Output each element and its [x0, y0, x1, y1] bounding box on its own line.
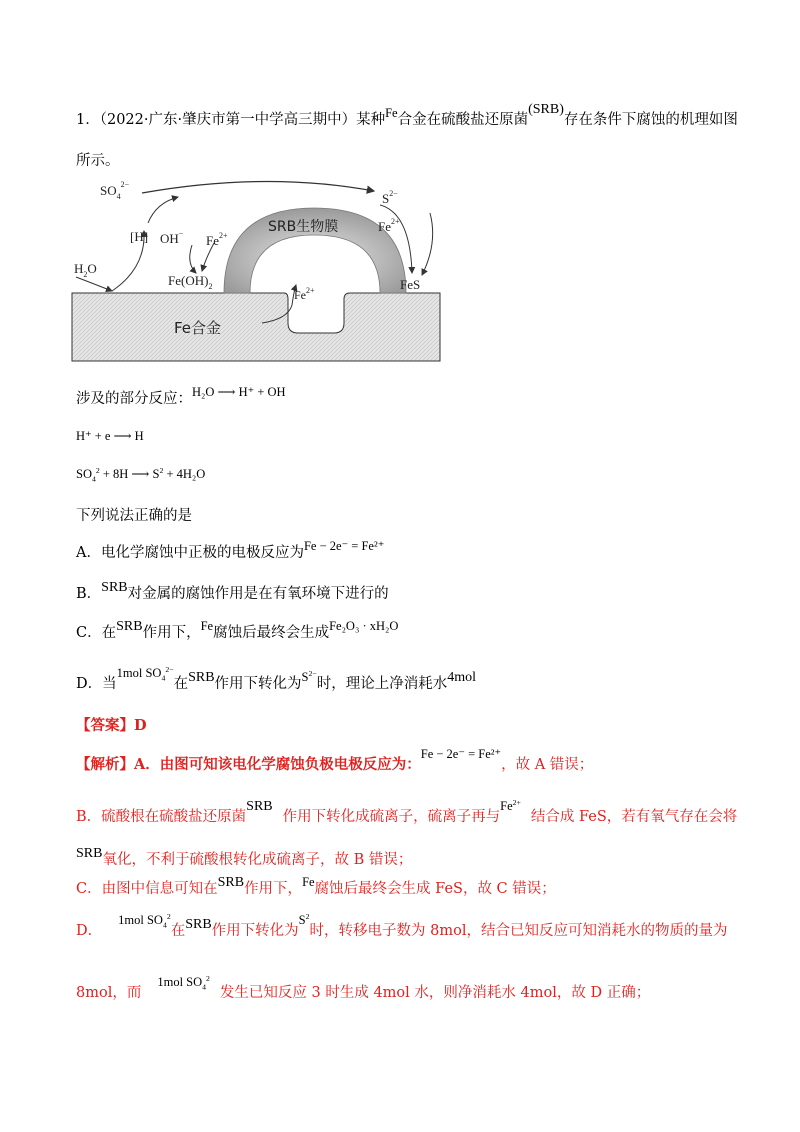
option-d-text: 时，理论上净消耗水	[316, 676, 448, 692]
analysis-c-text: 作用下，	[244, 881, 303, 897]
fe2-formula: $Fe^{2+}$	[500, 797, 521, 813]
mol-so4-formula: 1mol $SO_4^2$	[157, 973, 210, 992]
corrosion-diagram	[66, 173, 446, 373]
reaction-intro	[76, 385, 286, 407]
analysis-a-text: 【解析】A．由图可知该电化学腐蚀负极电极反应为：	[76, 756, 421, 773]
srb-formula: (SRB)	[528, 102, 564, 117]
option-b-label: B．	[76, 586, 102, 602]
option-a-formula: Fe − 2e⁻ = Fe²⁺	[303, 539, 385, 553]
analysis-b-line-1	[76, 797, 738, 825]
fe-formula: Fe	[302, 875, 315, 889]
r3-sub: 4	[91, 474, 96, 484]
analysis-a-formula: Fe − 2e⁻ = Fe²⁺	[420, 747, 502, 761]
option-a-text: A．电化学腐蚀中正极的电极反应为	[76, 545, 304, 561]
option-b-text: 对金属的腐蚀作用是在有氧环境下进行的	[127, 586, 389, 602]
question-text: 合金在硫酸盐还原菌	[397, 112, 529, 128]
analysis-c-text: 腐蚀后最终会生成 FeS，故 C 错误；	[314, 881, 556, 897]
analysis-a	[76, 747, 594, 773]
reaction-1: H₂O ⟶ H⁺ + OH	[192, 385, 286, 399]
fe-formula: Fe	[385, 106, 398, 120]
fes-label: FeS	[400, 277, 421, 292]
question-line-2: 所示。	[76, 153, 120, 169]
r3-sup: 2	[95, 465, 100, 475]
option-b	[76, 580, 389, 602]
option-d-text: 在	[173, 676, 189, 692]
mol-so4-formula: 1mol $SO_4^2$	[118, 911, 171, 930]
option-d-amount: 4mol	[447, 670, 477, 685]
s2-label: $S^{2-}$	[382, 189, 398, 206]
r3-end: + 4H₂O	[163, 467, 206, 481]
s2-formula: $S^2$	[298, 911, 310, 927]
feoh2-label: $Fe(OH)_2$	[168, 273, 213, 291]
srb-formula: SRB	[246, 799, 273, 814]
srb-formula: SRB	[217, 875, 245, 890]
biofilm-label: SRB生物膜	[268, 219, 339, 235]
analysis-b-text: B．硫酸根在硫酸盐还原菌	[76, 809, 247, 825]
question-number: 1．	[76, 112, 100, 128]
h2o-label: $H_2O$	[74, 261, 97, 279]
srb-formula: SRB	[76, 846, 103, 861]
analysis-d-text: 时，转移电子数为 8mol，结合已知反应可知消耗水的物质的量为	[309, 923, 728, 939]
alloy-label: Fe合金	[174, 319, 222, 337]
analysis-d-text: 8mol，而	[76, 985, 142, 1001]
s2-formula: $S^{2-}$	[301, 668, 317, 684]
option-d-mol: 1mol $SO_4^{2-}$	[116, 664, 174, 683]
option-c-formula: Fe₂O₃ · xH₂O	[329, 619, 399, 633]
srb-formula: SRB	[185, 917, 212, 932]
analysis-c	[76, 875, 556, 897]
analysis-d-text: D．	[76, 923, 103, 939]
fe-alloy-block	[72, 293, 440, 361]
option-c-label: C．在	[76, 625, 117, 641]
fe-formula: Fe	[200, 619, 214, 633]
fe2-label-b: $Fe^{2+}$	[294, 286, 315, 302]
fe2-label-a: $Fe^{2+}$	[206, 231, 228, 248]
option-c-text: 腐蚀后最终会生成	[213, 625, 330, 641]
intro-text: 涉及的部分反应：	[76, 391, 192, 407]
reaction-3	[76, 465, 206, 484]
r3-s-sup: 2	[159, 465, 164, 475]
option-a	[76, 539, 385, 561]
option-d-text: 作用下转化为	[214, 676, 302, 692]
r3-mid: + 8H ⟶ S	[99, 467, 160, 481]
srb-formula: SRB	[188, 670, 215, 685]
option-c-text: 作用下，	[142, 625, 201, 641]
srb-formula: SRB	[101, 580, 128, 595]
question-source: （2022·广东·肇庆市第一中学高三期中）某种	[99, 112, 386, 128]
question-line-1	[76, 102, 738, 128]
oh-label: OH−	[160, 229, 184, 246]
analysis-d-text: 作用下转化为	[211, 923, 299, 939]
question-text: 存在条件下腐蚀的机理如图	[563, 112, 738, 128]
analysis-b-text: 氧化，不利于硫酸根转化成硫离子，故 B 错误；	[102, 852, 413, 868]
r3-so4: SO	[76, 467, 92, 481]
fe2-label-c: $Fe^{2+}$	[378, 217, 400, 234]
analysis-d-text: 发生已知反应 3 时生成 4mol 水，则净消耗水 4mol，故 D 正确；	[219, 985, 651, 1001]
option-c	[76, 619, 399, 641]
h-label: [H]	[130, 229, 149, 244]
srb-formula: SRB	[116, 619, 143, 634]
so4-label: $SO_4^{2-}$	[100, 180, 130, 201]
prompt-text: 下列说法正确的是	[76, 508, 192, 524]
analysis-b-text: 结合成 FeS，若有氧气存在会将	[530, 809, 738, 825]
analysis-d-line-2	[76, 973, 651, 1001]
analysis-c-text: C．由图中信息可知在	[76, 881, 218, 897]
reaction-2: H⁺ + e ⟶ H	[76, 429, 144, 443]
analysis-b-line-2	[76, 846, 413, 868]
analysis-d-text: 在	[170, 923, 186, 939]
analysis-a-end: ，故 A 错误；	[501, 757, 594, 773]
option-d-label: D．当	[76, 676, 117, 692]
answer-label: 【答案】D	[76, 717, 147, 734]
option-d	[76, 664, 477, 692]
analysis-d-line-1	[76, 911, 728, 939]
analysis-b-text: 作用下转化成硫离子，硫离子再与	[282, 809, 501, 825]
